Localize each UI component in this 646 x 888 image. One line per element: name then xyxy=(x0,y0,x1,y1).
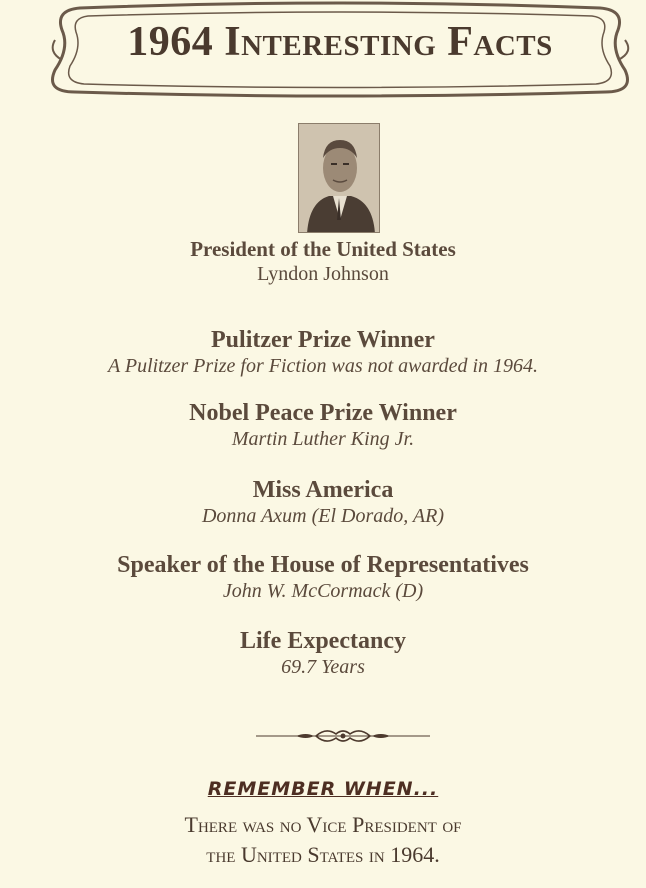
portrait-icon xyxy=(299,124,380,233)
fact-value: A Pulitzer Prize for Fiction was not awarded in 1964. xyxy=(108,355,538,377)
fact-label: President of the United States xyxy=(190,237,456,261)
president-portrait xyxy=(298,123,380,233)
fact-value: John W. McCormack (D) xyxy=(222,580,424,602)
fact-label: Miss America xyxy=(252,477,394,503)
fact-value: Lyndon Johnson xyxy=(257,263,389,285)
remember-line-2: the United States in 1964. xyxy=(206,842,440,867)
fact-label: Pulitzer Prize Winner xyxy=(211,327,435,353)
fact-miss-america xyxy=(0,476,646,528)
fact-president xyxy=(0,236,646,286)
ornament-divider-icon xyxy=(256,724,430,748)
fact-label: Life Expectancy xyxy=(240,628,406,654)
fact-label: Speaker of the House of Representatives xyxy=(117,552,529,578)
fact-pulitzer xyxy=(0,326,646,378)
fact-label: Nobel Peace Prize Winner xyxy=(189,400,457,426)
title-banner xyxy=(50,0,630,100)
remember-when-heading: REMEMBER WHEN... xyxy=(207,778,439,800)
fact-value: Donna Axum (El Dorado, AR) xyxy=(201,505,444,527)
fact-nobel xyxy=(0,399,646,451)
remember-line-1: There was no Vice President of xyxy=(184,812,462,837)
fact-speaker xyxy=(0,551,646,603)
fact-value: 69.7 Years xyxy=(281,656,365,678)
fact-value: Martin Luther King Jr. xyxy=(231,428,415,450)
remember-when-text xyxy=(0,810,646,870)
page-title: 1964 Interesting Facts xyxy=(127,19,553,65)
fact-life-expectancy xyxy=(0,627,646,679)
